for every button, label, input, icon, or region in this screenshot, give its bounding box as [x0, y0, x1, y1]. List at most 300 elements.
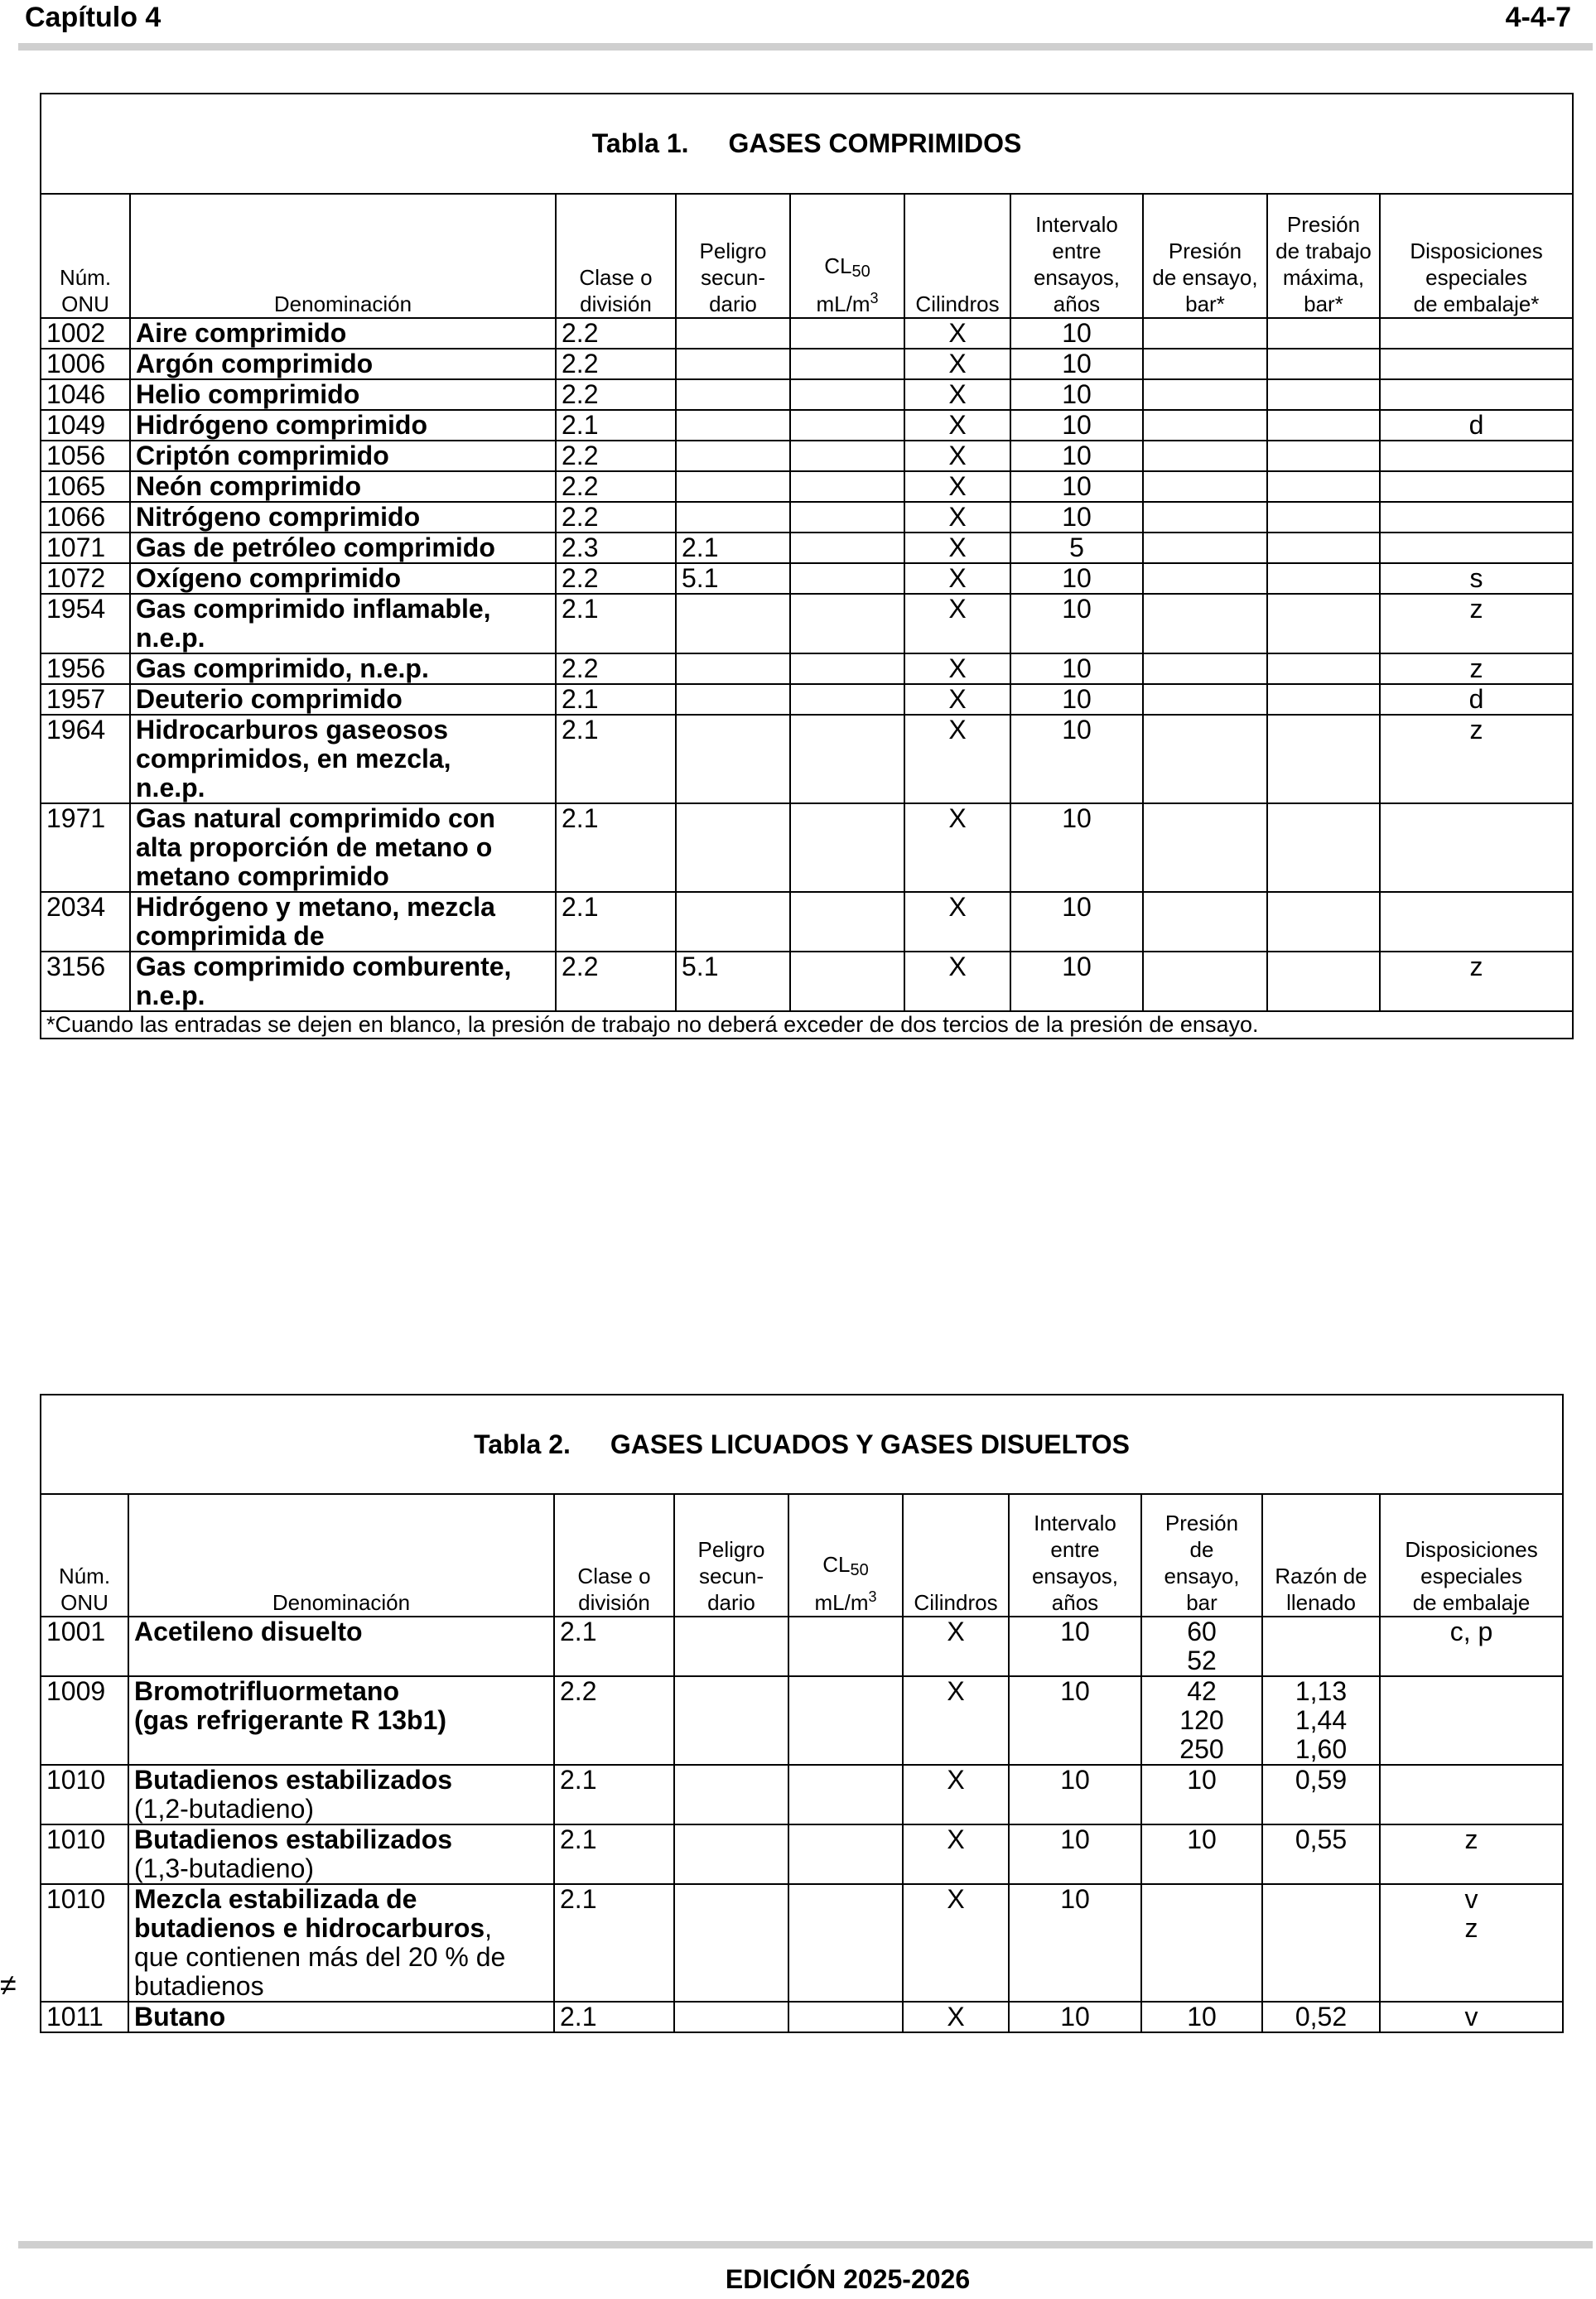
t2-cylinders: X	[903, 1824, 1009, 1884]
t1-working-pressure	[1267, 533, 1380, 563]
t1-class: 2.1	[556, 594, 676, 653]
t1-header-pres-line: de ensayo,	[1152, 265, 1258, 290]
t1-cylinders: X	[904, 318, 1010, 349]
t2-cl50	[788, 1884, 903, 2002]
t1-special: z	[1380, 653, 1573, 684]
t2-header-onu-line: ONU	[60, 1590, 108, 1615]
table1-row	[41, 594, 1573, 653]
t2-test-pressure	[1141, 1676, 1262, 1765]
t2-name-line2: (1,3-butadieno)	[134, 1853, 315, 1883]
t1-test-pressure	[1143, 471, 1267, 502]
t1-working-pressure	[1267, 563, 1380, 594]
t2-filling-ratio-value: 0,59	[1295, 1765, 1348, 1795]
t1-name-line3: n.e.p.	[136, 773, 205, 802]
t2-test-pressure	[1141, 1824, 1262, 1884]
t2-class: 2.1	[554, 1617, 674, 1676]
t1-name: Oxígeno comprimido	[136, 563, 402, 593]
t2-subsidiary	[674, 1765, 788, 1824]
t1-subsidiary: 5.1	[676, 952, 790, 1011]
t1-name-cell	[130, 502, 556, 533]
t1-subsidiary	[676, 803, 790, 892]
t1-name-line2: n.e.p.	[136, 981, 205, 1010]
t2-header-int-line: ensayos,	[1031, 1564, 1119, 1588]
t2-cylinders: X	[903, 2002, 1009, 2032]
t2-filling-ratio	[1262, 1824, 1380, 1884]
t2-subsidiary	[674, 1617, 788, 1676]
t1-name: Gas de petróleo comprimido	[136, 533, 495, 562]
t1-working-pressure	[1267, 653, 1380, 684]
t1-cylinders: X	[904, 349, 1010, 379]
t2-cylinders: X	[903, 1884, 1009, 2002]
t2-special	[1380, 1824, 1563, 1884]
t1-class: 2.1	[556, 715, 676, 803]
t1-cylinders: X	[904, 379, 1010, 410]
t1-header-cyl-text: Cilindros	[915, 292, 1000, 316]
t2-name-line2-tail: ,	[485, 1913, 493, 1943]
t1-name-cell	[130, 653, 556, 684]
t1-class: 2.1	[556, 684, 676, 715]
t2-header-cls	[554, 1494, 674, 1617]
t1-interval: 10	[1010, 594, 1143, 653]
t2-test-pressure-value: 60	[1187, 1617, 1217, 1646]
t2-class: 2.1	[554, 2002, 674, 2032]
table2-heading: GASES LICUADOS Y GASES DISUELTOS	[610, 1429, 1130, 1459]
t2-filling-ratio	[1262, 2002, 1380, 2032]
t1-header-sp-line: Disposiciones	[1410, 239, 1543, 263]
t1-test-pressure	[1143, 441, 1267, 471]
table1-row	[41, 715, 1573, 803]
t2-class: 2.1	[554, 1884, 674, 2002]
table2-row	[41, 1676, 1563, 1765]
t1-header-int-line: ensayos,	[1033, 265, 1121, 290]
t1-name-cell	[130, 684, 556, 715]
t1-onu: 1071	[41, 533, 130, 563]
t2-cylinders: X	[903, 1765, 1009, 1824]
t2-name-cell	[128, 1617, 554, 1676]
t1-name-cell	[130, 318, 556, 349]
t1-header-sub-line: dario	[709, 292, 757, 316]
t2-cl50	[788, 1617, 903, 1676]
t1-onu: 1072	[41, 563, 130, 594]
t1-special	[1380, 533, 1573, 563]
t2-test-pressure-value: 120	[1179, 1705, 1224, 1735]
t2-test-pressure-value: 42	[1187, 1676, 1217, 1706]
t2-class: 2.1	[554, 1824, 674, 1884]
t1-test-pressure	[1143, 594, 1267, 653]
table1-row	[41, 410, 1573, 441]
t2-header-fill-line: Razón de	[1275, 1564, 1367, 1588]
table1-number: Tabla 1.	[591, 128, 689, 158]
t1-name-line2: alta proporción de metano o	[136, 832, 493, 862]
t2-header-pres-line: de	[1189, 1537, 1214, 1562]
table1-title	[41, 94, 1573, 194]
t1-special	[1380, 892, 1573, 952]
t1-interval: 10	[1010, 563, 1143, 594]
t2-header-onu	[41, 1494, 128, 1617]
t2-special-value: v	[1464, 2002, 1478, 2032]
t1-header-sp	[1380, 194, 1573, 318]
t2-test-pressure-value: 10	[1187, 1824, 1217, 1854]
table-compressed-gases	[40, 93, 1574, 1039]
t1-test-pressure	[1143, 349, 1267, 379]
t2-test-pressure-value: 10	[1187, 1765, 1217, 1795]
t1-name-line2: comprimida de	[136, 921, 325, 951]
t1-header-work-line: máxima,	[1282, 265, 1365, 290]
t1-name-cell	[130, 803, 556, 892]
table1-row	[41, 952, 1573, 1011]
t1-name: Nitrógeno comprimido	[136, 502, 421, 532]
table1-row	[41, 349, 1573, 379]
t1-interval: 10	[1010, 410, 1143, 441]
t2-header-int-line: entre	[1050, 1537, 1100, 1562]
t2-name-cell	[128, 2002, 554, 2032]
t1-class: 2.1	[556, 892, 676, 952]
t2-header-cyl-text: Cilindros	[914, 1590, 998, 1615]
t1-onu: 1957	[41, 684, 130, 715]
t1-cl50	[790, 318, 904, 349]
t2-test-pressure-value: 52	[1187, 1646, 1217, 1675]
t2-header-sub-line: Peligro	[697, 1537, 765, 1562]
t1-working-pressure	[1267, 892, 1380, 952]
table1-row	[41, 502, 1573, 533]
t1-cylinders: X	[904, 441, 1010, 471]
t2-cl50	[788, 1824, 903, 1884]
t1-test-pressure	[1143, 533, 1267, 563]
t2-special-value: z	[1464, 1824, 1478, 1854]
t2-test-pressure	[1141, 2002, 1262, 2032]
t1-header-pres	[1143, 194, 1267, 318]
t2-subsidiary	[674, 1676, 788, 1765]
t1-cylinders: X	[904, 715, 1010, 803]
t1-class: 2.2	[556, 379, 676, 410]
chapter-label: Capítulo 4	[25, 2, 162, 33]
t1-onu: 1002	[41, 318, 130, 349]
t1-working-pressure	[1267, 441, 1380, 471]
t1-special	[1380, 471, 1573, 502]
t1-cylinders: X	[904, 653, 1010, 684]
t1-working-pressure	[1267, 349, 1380, 379]
t2-filling-ratio-value: 1,13	[1295, 1676, 1348, 1706]
t1-name-cell	[130, 952, 556, 1011]
t1-working-pressure	[1267, 952, 1380, 1011]
t1-onu: 1066	[41, 502, 130, 533]
t2-interval: 10	[1009, 1765, 1141, 1824]
t1-header-pres-line: Presión	[1168, 239, 1242, 263]
t1-onu: 1964	[41, 715, 130, 803]
t2-cl50	[788, 1765, 903, 1824]
t1-header-sub-line: secun-	[700, 265, 766, 290]
table1-row	[41, 563, 1573, 594]
table2-row	[41, 1617, 1563, 1676]
t2-special	[1380, 1617, 1563, 1676]
t1-subsidiary	[676, 471, 790, 502]
t1-cl50	[790, 441, 904, 471]
t2-name: Bromotrifluormetano	[134, 1676, 399, 1706]
t1-name: Gas natural comprimido con	[136, 803, 495, 833]
t1-header-int	[1010, 194, 1143, 318]
t2-header-cls-line: Clase o	[577, 1564, 651, 1588]
t1-header-int-line: Intervalo	[1035, 212, 1118, 237]
t1-test-pressure	[1143, 803, 1267, 892]
t1-name: Gas comprimido inflamable,	[136, 594, 491, 624]
t2-test-pressure-value: 10	[1187, 2002, 1217, 2032]
t2-header-int-line: años	[1051, 1590, 1099, 1615]
t1-name: Deuterio comprimido	[136, 684, 403, 714]
t2-filling-ratio	[1262, 1676, 1380, 1765]
t2-subsidiary	[674, 2002, 788, 2032]
t1-special	[1380, 379, 1573, 410]
t1-onu: 1046	[41, 379, 130, 410]
t2-header-sp-line: de embalaje	[1412, 1590, 1531, 1615]
t2-subsidiary	[674, 1824, 788, 1884]
t2-header-cl50	[788, 1494, 903, 1617]
t1-name-cell	[130, 892, 556, 952]
t1-class: 2.2	[556, 471, 676, 502]
table-liquefied-gases	[40, 1394, 1564, 2033]
t2-header-sp	[1380, 1494, 1563, 1617]
t1-header-cyl	[904, 194, 1010, 318]
t1-cylinders: X	[904, 684, 1010, 715]
t2-name-line4: butadienos	[134, 1971, 264, 2001]
t2-special	[1380, 1676, 1563, 1765]
table1-row	[41, 379, 1573, 410]
t2-subsidiary	[674, 1884, 788, 2002]
t2-interval: 10	[1009, 1884, 1141, 2002]
t2-filling-ratio-value: 0,55	[1295, 1824, 1348, 1854]
t2-onu: 1011	[41, 2002, 128, 2032]
t1-class: 2.2	[556, 441, 676, 471]
t1-cylinders: X	[904, 563, 1010, 594]
t1-name: Hidrocarburos gaseosos	[136, 715, 448, 745]
t2-name-cell	[128, 1765, 554, 1824]
t1-cl50-label: CL	[824, 253, 852, 278]
t2-header-sp-line: Disposiciones	[1405, 1537, 1538, 1562]
t2-test-pressure	[1141, 1884, 1262, 2002]
t1-interval: 10	[1010, 715, 1143, 803]
t1-subsidiary	[676, 318, 790, 349]
t2-special-value: v	[1464, 1884, 1478, 1914]
t1-class: 2.3	[556, 533, 676, 563]
table2-title	[41, 1395, 1563, 1494]
t2-onu: 1009	[41, 1676, 128, 1765]
t2-onu: 1010	[41, 1765, 128, 1824]
t2-interval: 10	[1009, 1824, 1141, 1884]
t1-header-cls-line: división	[580, 292, 652, 316]
t1-onu: 1956	[41, 653, 130, 684]
t1-interval: 5	[1010, 533, 1143, 563]
t1-subsidiary	[676, 594, 790, 653]
table1-row	[41, 892, 1573, 952]
t1-cl50-subscript: 50	[851, 263, 870, 281]
t1-cl50	[790, 952, 904, 1011]
t1-cylinders: X	[904, 952, 1010, 1011]
t2-cl50-label: CL	[822, 1552, 851, 1577]
t2-header-fill	[1262, 1494, 1380, 1617]
t2-test-pressure	[1141, 1765, 1262, 1824]
table1-row	[41, 318, 1573, 349]
t1-subsidiary	[676, 410, 790, 441]
t1-header-sub-line: Peligro	[699, 239, 767, 263]
t1-header-cls-line: Clase o	[579, 265, 653, 290]
t2-header-sub-line: secun-	[698, 1564, 764, 1588]
t1-header-onu-line: Núm.	[59, 265, 112, 290]
t1-name: Aire comprimido	[136, 318, 347, 348]
t1-name-cell	[130, 441, 556, 471]
t2-filling-ratio-value: 1,60	[1295, 1734, 1348, 1764]
t2-class: 2.1	[554, 1765, 674, 1824]
t1-class: 2.1	[556, 410, 676, 441]
table1-row	[41, 684, 1573, 715]
t2-header-sub	[674, 1494, 788, 1617]
table2-header-row	[41, 1494, 1563, 1617]
t1-special: z	[1380, 952, 1573, 1011]
t2-cl50	[788, 1676, 903, 1765]
t2-special-value: z	[1464, 1913, 1478, 1943]
change-mark: ≠	[0, 1968, 17, 2002]
t1-cl50	[790, 471, 904, 502]
t1-test-pressure	[1143, 952, 1267, 1011]
t1-special: d	[1380, 410, 1573, 441]
t1-interval: 10	[1010, 441, 1143, 471]
t2-name-line3: que contienen más del 20 % de	[134, 1942, 506, 1972]
t1-test-pressure	[1143, 715, 1267, 803]
t1-interval: 10	[1010, 803, 1143, 892]
t2-header-onu-line: Núm.	[58, 1564, 111, 1588]
t2-cl50	[788, 2002, 903, 2032]
t1-test-pressure	[1143, 563, 1267, 594]
t1-special	[1380, 349, 1573, 379]
t2-header-sp-line: especiales	[1420, 1564, 1522, 1588]
t2-interval: 10	[1009, 2002, 1141, 2032]
t1-test-pressure	[1143, 892, 1267, 952]
t1-working-pressure	[1267, 410, 1380, 441]
t2-name: Butadienos estabilizados	[134, 1824, 453, 1854]
t1-cl50	[790, 653, 904, 684]
t1-test-pressure	[1143, 410, 1267, 441]
t1-name: Criptón comprimido	[136, 441, 389, 470]
t1-onu: 2034	[41, 892, 130, 952]
t2-header-cls-line: división	[578, 1590, 650, 1615]
t1-onu: 1971	[41, 803, 130, 892]
t1-name-line2: n.e.p.	[136, 623, 205, 653]
t1-header-name	[130, 194, 556, 318]
t2-cl50-subscript: 50	[850, 1561, 869, 1579]
t1-onu: 1954	[41, 594, 130, 653]
table1-note: *Cuando las entradas se dejen en blanco, la presión de trabajo no deberá exceder de dos tercios de la presión de ensayo.	[41, 1011, 1573, 1039]
t2-header-cyl	[903, 1494, 1009, 1617]
t1-special	[1380, 502, 1573, 533]
t2-name: Butadienos estabilizados	[134, 1765, 453, 1795]
t1-class: 2.1	[556, 803, 676, 892]
t1-cl50	[790, 410, 904, 441]
page-footer	[0, 2264, 1596, 2295]
t1-special: s	[1380, 563, 1573, 594]
t2-name-cell	[128, 1676, 554, 1765]
t1-interval: 10	[1010, 952, 1143, 1011]
t2-name-line2-wrap	[134, 1914, 548, 1943]
t1-interval: 10	[1010, 684, 1143, 715]
t1-working-pressure	[1267, 502, 1380, 533]
t2-name-cell	[128, 1824, 554, 1884]
t1-name: Hidrógeno y metano, mezcla	[136, 892, 495, 922]
t1-header-cl50	[790, 194, 904, 318]
t1-subsidiary: 2.1	[676, 533, 790, 563]
t1-subsidiary	[676, 653, 790, 684]
t1-name: Neón comprimido	[136, 471, 362, 501]
t2-cylinders: X	[903, 1617, 1009, 1676]
t2-name-line2: (1,2-butadieno)	[134, 1794, 315, 1824]
table2-row	[41, 1824, 1563, 1884]
t1-cl50	[790, 715, 904, 803]
t1-working-pressure	[1267, 471, 1380, 502]
t1-special	[1380, 441, 1573, 471]
t2-name: Mezcla estabilizada de	[134, 1884, 417, 1914]
t1-working-pressure	[1267, 318, 1380, 349]
t1-header-name-text: Denominación	[273, 292, 412, 316]
table2-row	[41, 1884, 1563, 2002]
t1-interval: 10	[1010, 892, 1143, 952]
t2-header-int-line: Intervalo	[1034, 1511, 1116, 1535]
t2-name: Butano	[134, 2002, 226, 2032]
t2-filling-ratio-value: 0,52	[1295, 2002, 1348, 2032]
t1-test-pressure	[1143, 379, 1267, 410]
t1-name-cell	[130, 471, 556, 502]
t2-cl50-superscript: 3	[868, 1588, 877, 1605]
t1-cylinders: X	[904, 803, 1010, 892]
t1-header-sp-line: de embalaje*	[1413, 292, 1540, 316]
t1-interval: 10	[1010, 349, 1143, 379]
t1-cl50-superscript: 3	[870, 290, 879, 306]
t1-cl50	[790, 892, 904, 952]
t2-onu: 1010	[41, 1884, 128, 2002]
t1-subsidiary	[676, 441, 790, 471]
t1-onu: 1006	[41, 349, 130, 379]
t2-interval: 10	[1009, 1617, 1141, 1676]
table1-note-row	[41, 1011, 1573, 1039]
t1-class: 2.2	[556, 952, 676, 1011]
t1-name: Gas comprimido, n.e.p.	[136, 653, 429, 683]
t2-special	[1380, 1884, 1563, 2002]
t1-cylinders: X	[904, 892, 1010, 952]
t1-cylinders: X	[904, 502, 1010, 533]
t1-cl50	[790, 594, 904, 653]
t1-test-pressure	[1143, 502, 1267, 533]
t1-subsidiary: 5.1	[676, 563, 790, 594]
t2-filling-ratio	[1262, 1765, 1380, 1824]
t1-name-cell	[130, 379, 556, 410]
table1-body	[41, 318, 1573, 1011]
t1-name-line2: comprimidos, en mezcla,	[136, 744, 451, 774]
t2-special	[1380, 1765, 1563, 1824]
t1-onu: 1065	[41, 471, 130, 502]
t2-header-int	[1009, 1494, 1141, 1617]
t1-cl50	[790, 563, 904, 594]
t1-subsidiary	[676, 349, 790, 379]
t1-working-pressure	[1267, 594, 1380, 653]
table1-row	[41, 533, 1573, 563]
t1-header-work-line: bar*	[1304, 292, 1343, 316]
t1-name-cell	[130, 594, 556, 653]
t1-header-sub	[676, 194, 790, 318]
t1-subsidiary	[676, 379, 790, 410]
t1-class: 2.2	[556, 502, 676, 533]
t1-onu: 1049	[41, 410, 130, 441]
t2-header-pres-line: bar	[1186, 1590, 1217, 1615]
t1-special	[1380, 318, 1573, 349]
t2-interval: 10	[1009, 1676, 1141, 1765]
t1-working-pressure	[1267, 803, 1380, 892]
t1-header-onu	[41, 194, 130, 318]
